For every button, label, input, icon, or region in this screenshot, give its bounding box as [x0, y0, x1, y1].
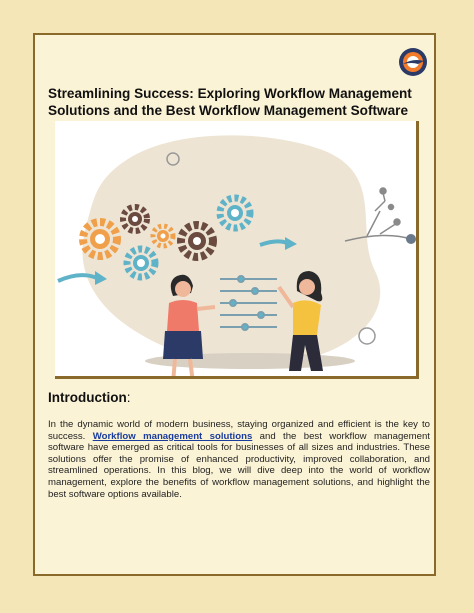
workflow-management-solutions-link[interactable]: Workflow management solutions — [92, 430, 253, 442]
hero-illustration — [55, 121, 419, 379]
decorative-circle-bottom — [359, 328, 375, 344]
introduction-paragraph: In the dynamic world of modern business, staying organized and efficient is the key to success. Workflow management solutions and the best workflow management software have emerged as critical tools for businesses of all sizes and industries. These solutions offer the promise of enhanced productivity, improved collaboration, and streamlined operations. In this blog, we will dive deep into the world of workflow management, explore the benefits of workflow management solutions, and highlight the best software options available. — [48, 419, 430, 500]
document-page — [33, 33, 436, 576]
page-title: Streamlining Success: Exploring Workflow Management Solutions and the Best Workflow Management Software — [48, 86, 412, 118]
introduction-heading: Introduction: — [48, 390, 131, 405]
company-logo-icon — [398, 47, 428, 77]
background-blob — [82, 135, 380, 364]
